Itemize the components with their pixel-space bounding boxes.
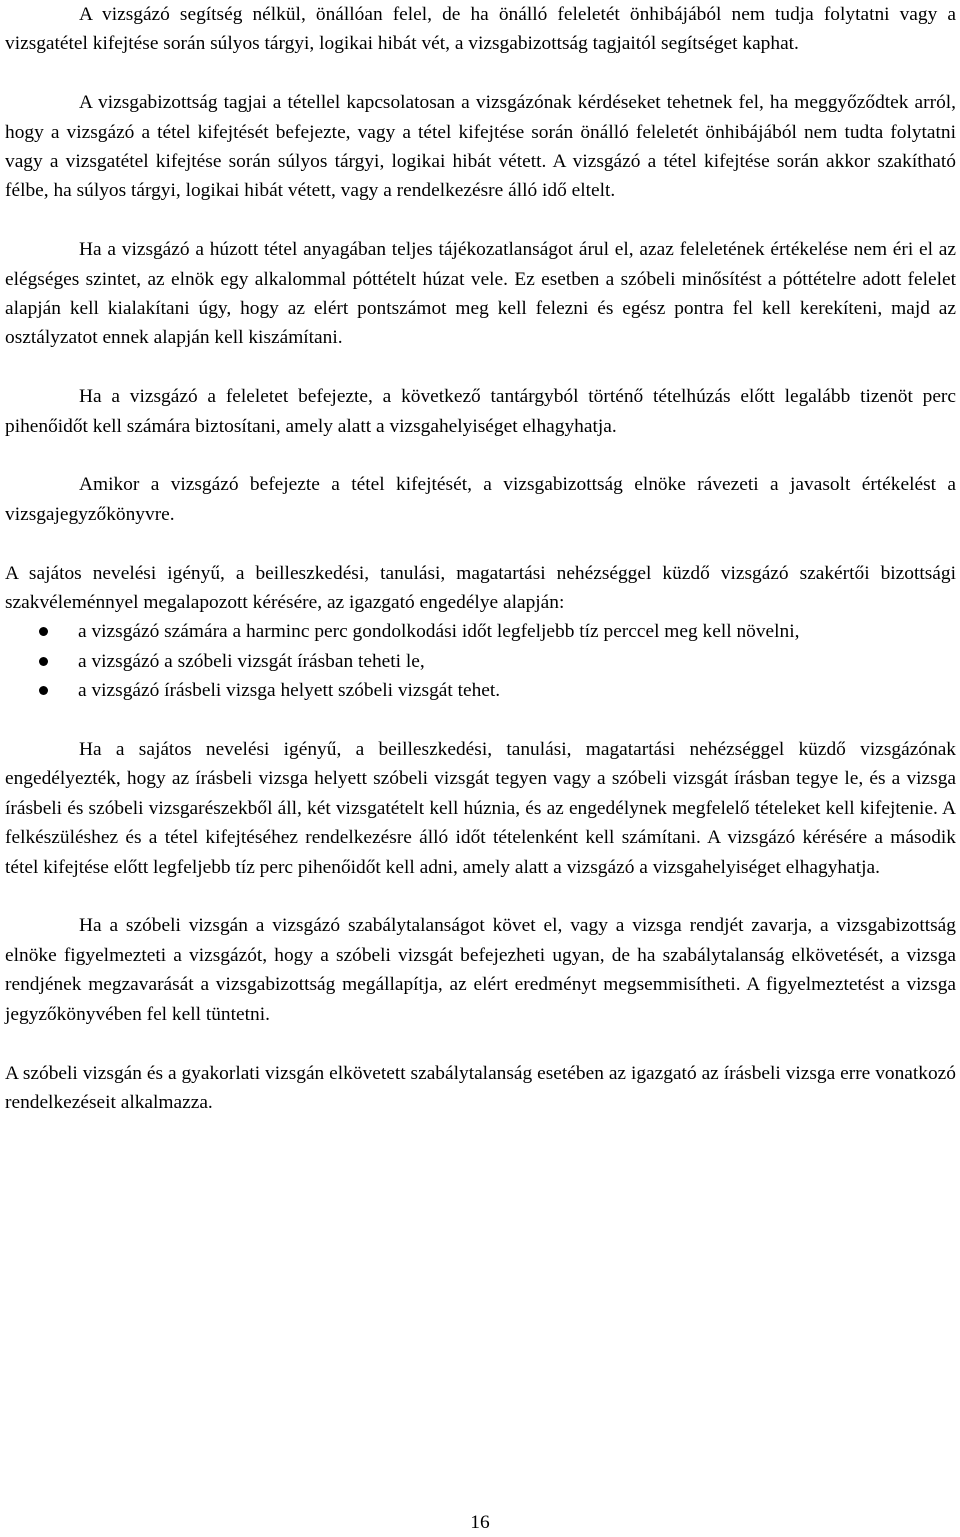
paragraph-2: A vizsgabizottság tagjai a tétellel kapcsolatosan a vizsgázónak kérdéseket tehetnek fel, ha meggyőződtek arról, hogy a vizsgázó a tétel kifejtését befejezte, vagy a tétel kifejtése során önálló feleletét önhibájából nem tudta folytatni vagy a vizsgatétel kifejtése során súlyos tárgyi, logikai hibát vétett. A vizsgázó a tétel kifejtése során akkor szakítható félbe, ha súlyos tárgyi, logikai hibát vétett, vagy a rendelkezésre álló idő eltelt. xyxy=(5,92,956,202)
bullet-text: a vizsgázó a szóbeli vizsgát írásban teheti le, xyxy=(78,650,425,672)
bullet-icon xyxy=(39,657,48,666)
bullet-item-1 xyxy=(5,617,956,646)
paragraph-8: Ha a szóbeli vizsgán a vizsgázó szabálytalanságot követ el, vagy a vizsga rendjét zavarja, a vizsgabizottság elnöke figyelmezteti a vizsgázót, hogy a szóbeli vizsgát befejezheti ugyan, de ha szabálytalanság elkövetését, a vizsga rendjének megzavarását a vizsgabizottság megállapítja, az elért eredményt megsemmisítheti. A figyelmeztetést a vizsga jegyzőkönyvében fel kell tüntetni. xyxy=(5,915,956,1025)
bullet-item-2 xyxy=(5,647,956,676)
paragraph-3: Ha a vizsgázó a húzott tétel anyagában teljes tájékozatlanságot árul el, azaz feleletének értékelése nem éri el az elégséges szintet, az elnök egy alkalommal póttételt húzat vele. Ez esetben a szóbeli minősítést a póttételre adott felelet alapján kell kialakítani úgy, hogy az elért pontszámot meg kell felezni és egész pontra fel kell kerekíteni, majd az osztályzatot ennek alapján kell kiszámítani. xyxy=(5,239,956,349)
bullet-icon xyxy=(39,627,48,636)
paragraph-6: A sajátos nevelési igényű, a beilleszkedési, tanulási, magatartási nehézséggel küzdő vizsgázó szakértői bizottsági szakvéleménnyel megalapozott kérésére, az igazgató engedélye alapján: xyxy=(5,562,956,614)
paragraph-4: Ha a vizsgázó a feleletet befejezte, a következő tantárgyból történő tételhúzás előtt legalább tizenöt perc pihenőidőt kell számára biztosítani, amely alatt a vizsgahelyiséget elhagyhatja. xyxy=(5,386,956,437)
paragraph-1: A vizsgázó segítség nélkül, önállóan felel, de ha önálló feleletét önhibájából nem tudja folytatni vagy a vizsgatétel kifejtése során súlyos tárgyi, logikai hibát vét, a vizsgabizottság tagjaitól segítséget kaphat. xyxy=(5,4,956,55)
page-number: 16 xyxy=(470,1512,490,1533)
bullet-icon xyxy=(39,686,48,695)
paragraph-5: Amikor a vizsgázó befejezte a tétel kifejtését, a vizsgabizottság elnöke rávezeti a javasolt értékelést a vizsgajegyzőkönyvre. xyxy=(5,474,956,525)
bullet-item-3 xyxy=(5,676,956,705)
bullet-text: a vizsgázó számára a harminc perc gondolkodási időt legfeljebb tíz perccel meg kell növelni, xyxy=(78,621,800,643)
bullet-text: a vizsgázó írásbeli vizsga helyett szóbeli vizsgát tehet. xyxy=(78,680,501,702)
paragraph-7: Ha a sajátos nevelési igényű, a beilleszkedési, tanulási, magatartási nehézséggel küzdő vizsgázónak engedélyezték, hogy az írásbeli vizsga helyett szóbeli vizsgát tegyen vagy a szóbeli vizsgát írásban tegye le, és a vizsga írásbeli és szóbeli vizsgarészekből áll, két vizsgatételt kell húznia, és az engedélynek megfelelő tételeket kell kifejtenie. A felkészüléshez és a tétel kifejtéséhez rendelkezésre álló időt tételenként kell számítani. A vizsgázó kérésére a második tétel kifejtése előtt legfeljebb tíz perc pihenőidőt kell adni, amely alatt a vizsgázó a vizsgahelyiséget elhagyhatja. xyxy=(5,739,956,878)
document-page xyxy=(5,0,956,1117)
paragraph-9: A szóbeli vizsgán és a gyakorlati vizsgán elkövetett szabálytalanság esetében az igazgató az írásbeli vizsga erre vonatkozó rendelkezéseit alkalmazza. xyxy=(5,1062,956,1113)
bullet-list xyxy=(5,617,956,705)
